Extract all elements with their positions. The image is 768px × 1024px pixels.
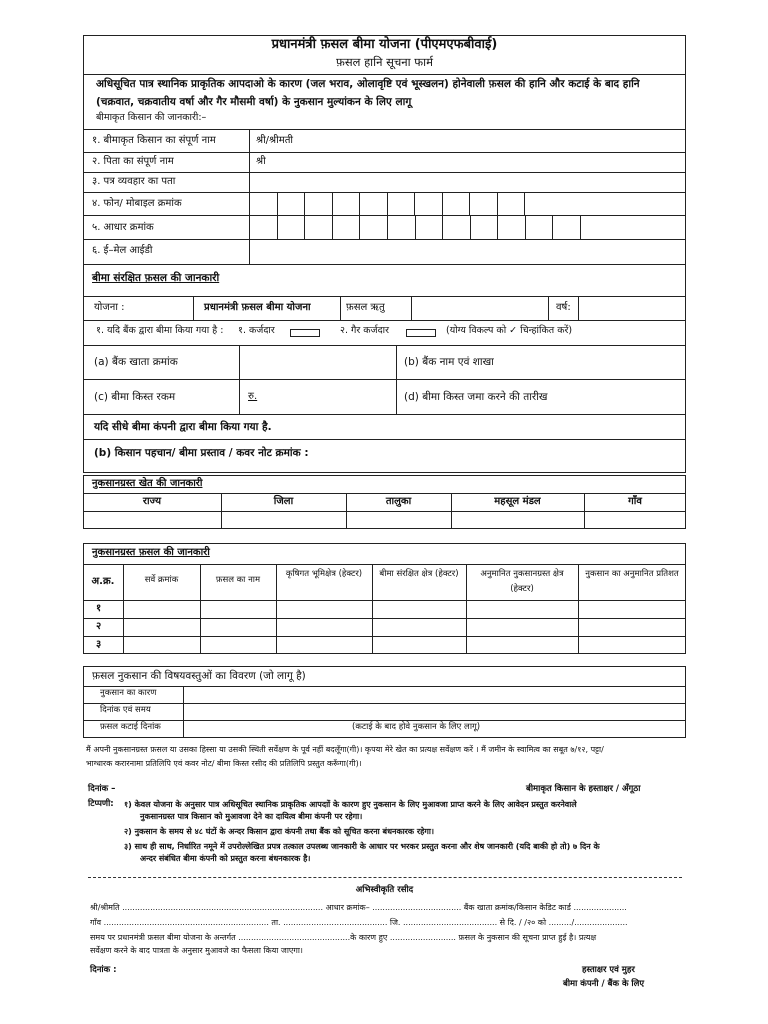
declaration-line-2: भाग्धारक करारनामा प्रतिलिपि एवं कवर नोट/ बीमा किस्त रसीद की प्रतिलिपि प्रस्तुत करूँगा(गी)। [86, 759, 362, 768]
premium-date-label: (d) बीमा किस्त जमा करने की तारीख [404, 391, 548, 403]
loss-date-time-field[interactable] [184, 704, 685, 719]
premium-date-field[interactable] [580, 380, 685, 413]
receipt-sign-label: हस्ताक्षर एवं मुहर [582, 965, 635, 975]
col-loss-percent: नुकसान का अनुमानित प्रतिशत [585, 569, 679, 579]
farmer-name-label: १. बीमाकृत किसान का संपूर्ण नाम [92, 135, 216, 146]
col-revenue-circle: महसूल मंडल [494, 496, 541, 507]
col-insured-area: बीमा संरक्षित क्षेत्र (हेक्टर) [379, 569, 459, 579]
row-number-3: ३ [96, 639, 102, 650]
scheme-value: प्रधानमंत्री फ़सल बीमा योजना [204, 302, 311, 313]
col-taluka: तालुका [385, 496, 412, 507]
loss-cause-field[interactable] [184, 687, 685, 702]
phone-digit-divider [387, 192, 388, 215]
father-name-label: २. पिता का संपूर्ण नाम [92, 156, 174, 167]
aadhaar-digit-divider [552, 215, 553, 239]
note-2: २) नुकसान के समय से ४८ घंटों के अन्दर किसान द्वारा कंपनी तथा बैंक को सूचित करना बंधनकारक रहेगा। [124, 827, 434, 836]
note-1b: नुकसानग्रस्त पात्र किसान को मुआवजा देने का दायित्व बीमा कंपनी पर रहेगा। [140, 812, 363, 821]
aadhaar-digit-divider [387, 215, 388, 239]
aadhaar-label: ५. आधार क्रमांक [92, 222, 154, 233]
notes-label: टिप्पणी: [88, 799, 114, 809]
aadhaar-digit-divider [442, 215, 443, 239]
field-info-heading: नुकसानग्रस्त खेत की जानकारी [92, 478, 203, 489]
bank-insured-line: १. यदि बैंक द्वारा बीमा किया गया है : [96, 325, 224, 336]
year-label: वर्ष: [556, 302, 571, 313]
note-3a: ३) साथ ही साथ, निर्धारित नमूने में उपरोल्लेखित प्रपत्र तत्काल उपलब्ध जानकारी के आधार पर भरकर प्रस्तुत करना और शेष जानकारी (यदि बाकी हो तो) ७ दिन के [124, 842, 600, 851]
aadhaar-digit-divider [359, 215, 360, 239]
declaration-line-1: मैं अपनी नुकसानग्रस्त फ़सल या उसका हिस्सा या उसकी स्थिती सर्वेक्षण के पूर्व नहीं बदलूँगा(गी)। कृपया मेरे खेत का प्रत्यक्ष सर्वेक्षण करें । मैं जमीन के स्वामित्व का सबूत ७/१२, पट्टा/ [86, 745, 604, 754]
premium-amount-label: (c) बीमा किस्त रकम [94, 391, 176, 403]
scheme-label: योजना : [94, 302, 125, 313]
col-cultivated-area: कृषिगत भूमिक्षेत्र (हेक्टर) [285, 569, 363, 579]
aadhaar-digit-divider [415, 215, 416, 239]
aadhaar-digit-divider [470, 215, 471, 239]
phone-digit-divider [332, 192, 333, 215]
form-subtitle: फ़सल हानि सूचना फार्म [335, 55, 433, 69]
non-borrower-checkbox[interactable] [406, 329, 436, 337]
row-number-1: १ [96, 603, 102, 614]
bank-name-field[interactable] [520, 346, 685, 378]
crop-loss-table [83, 543, 686, 654]
col-village: गाँव [628, 496, 642, 507]
aadhaar-digit-divider [332, 215, 333, 239]
col-state: राज्य [142, 496, 162, 507]
receipt-title: अभिस्वीकृति रसीद [355, 885, 414, 895]
option-note: (योग्य विकल्प को ✓ चिन्हांकित करें) [446, 325, 573, 336]
borrower-checkbox[interactable] [290, 329, 320, 337]
declaration-date-label: दिनांक – [88, 784, 116, 794]
receipt-line-4: सर्वेक्षण करने के बाद पात्रता के अनुसार मुआवजे का फैसला किया जाएगा। [90, 946, 303, 955]
borrower-option-label: १. कर्जदार [238, 325, 275, 336]
crop-loss-heading: नुकसानग्रस्त फ़सल की जानकारी [92, 547, 210, 558]
intro-line-2: (चक्रवात, चक्रवातीय वर्षा और गैर मौसमी वर्षा) के नुकसान मुल्यांकन के लिए लागू [96, 96, 412, 108]
receipt-date-label: दिनांक : [90, 965, 117, 975]
loss-cause-label: नुकसान का कारण [100, 688, 157, 698]
phone-label: ४. फोन/ मोबाइल क्रमांक [92, 198, 182, 209]
col-damaged-area: अनुमानित नुकसानग्रस्त क्षेत्र (हेक्टर) [480, 569, 564, 594]
phone-digit-divider [304, 192, 305, 215]
email-field[interactable] [250, 240, 685, 263]
row-number-2: २ [96, 621, 102, 632]
aadhaar-digit-divider [525, 215, 526, 239]
season-field[interactable] [412, 297, 547, 319]
year-field[interactable] [579, 297, 685, 319]
phone-digit-end [524, 192, 525, 215]
aadhaar-digit-end [580, 215, 581, 239]
loss-date-time-label: दिनांक एवं समय [100, 705, 151, 715]
receipt-line-1: श्री/श्रीमति ............................................................................... आधार क्रमांक– ................................... बैंक खाता क्रमांक/किसान केडिट कार्ड ..................... [90, 903, 627, 912]
phone-digit-divider [497, 192, 498, 215]
farmer-id-cover-note-field[interactable] [345, 441, 685, 471]
father-name-value[interactable]: श्री [256, 156, 266, 167]
note-3b: अन्दर संबंधित बीमा कंपनी को प्रस्तुत करना बंधनकारक है। [140, 854, 311, 863]
receipt-line-2: गाँव ................................................................. ता. ......................................... जि. ..................................... से दि. / /२० को ........./..................... [90, 918, 628, 927]
col-district: जिला [273, 496, 294, 507]
aadhaar-digit-divider [304, 215, 305, 239]
col-survey-no: सर्वे क्रमांक [144, 575, 179, 585]
phone-digit-divider [414, 192, 415, 215]
phone-digit-divider [469, 192, 470, 215]
insured-crop-heading: बीमा संरक्षित फ़सल की जानकारी [92, 272, 220, 284]
premium-amount-value[interactable]: रु. [248, 391, 258, 402]
receipt-company-label: बीमा कंपनी / बैंक के लिए [563, 979, 645, 989]
col-serial: अ.क्र. [91, 576, 115, 587]
note-1a: १) केवल योजना के अनुसार पात्र अधिसूचित स्थानिक प्राकृतिक आपदाों के कारण हुए नुकसान के लिए मुआवजा प्राप्त करने के लिए आवेदन प्रस्तुत करनेवाले [124, 800, 577, 809]
address-field[interactable] [250, 173, 685, 191]
aadhaar-digit-divider [497, 215, 498, 239]
farmer-info-label: बीमाकृत किसान की जानकारी:– [96, 112, 207, 123]
non-borrower-option-label: २. गैर कर्जदार [340, 325, 389, 336]
season-label: फ़सल ऋतु [346, 302, 385, 313]
receipt-line-3: समय पर प्रधानमंत्री फ़सल बीमा योजना के अन्तर्गत ............................................के कारण हुए .......................... फ़सल के नुकसान की सूचना प्राप्त हुई है। प्रत्यक्ष [90, 933, 597, 942]
cut-line [88, 877, 682, 878]
email-label: ६. ई–मेल आईडी [92, 245, 153, 256]
direct-insurance-line: यदि सीधे बीमा कंपनी द्वारा बीमा किया गया है. [94, 421, 272, 433]
intro-line-1: अधिसूचित पात्र स्थानिक प्राकृतिक आपदाओ के कारण (जल भराव, ओलावृष्टि एवं भूस्खलन) होनेवाली फ़सल की हानि और कटाई के बाद हानि [96, 78, 640, 90]
harvest-date-note: (कटाई के बाद होवे नुकसान के लिए लागू) [352, 722, 481, 732]
bank-name-label: (b) बैंक नाम एवं शाखा [404, 356, 494, 368]
phone-digit-divider [359, 192, 360, 215]
bank-account-label: (a) बैंक खाता क्रमांक [94, 356, 178, 368]
phone-digit-divider [442, 192, 443, 215]
form-title: प्रधानमंत्री फ़सल बीमा योजना (पीएमएफबीवाई) [271, 37, 498, 52]
bank-account-field[interactable] [240, 346, 395, 378]
col-crop-name: फ़सल का नाम [215, 575, 261, 585]
farmer-name-value[interactable]: श्री/श्रीमती [256, 135, 293, 146]
loss-details-heading: फ़सल नुकसान की विषयवस्तुओं का विवरण (जो लागू है) [92, 670, 306, 682]
aadhaar-digit-divider [277, 215, 278, 239]
farmer-id-cover-note-label: (b) किसान पहचान/ बीमा प्रस्ताव / कवर नोट क्रमांक : [94, 447, 309, 459]
harvest-date-label: फ़सल कटाई दिनांक [100, 722, 161, 732]
farmer-signature-label: बीमाकृत किसान के हस्ताक्षर / अँगूठा [526, 784, 641, 794]
field-info-entry-row[interactable] [84, 512, 685, 528]
phone-digit-divider [277, 192, 278, 215]
address-label: ३. पत्र व्यवहार का पता [92, 176, 176, 187]
